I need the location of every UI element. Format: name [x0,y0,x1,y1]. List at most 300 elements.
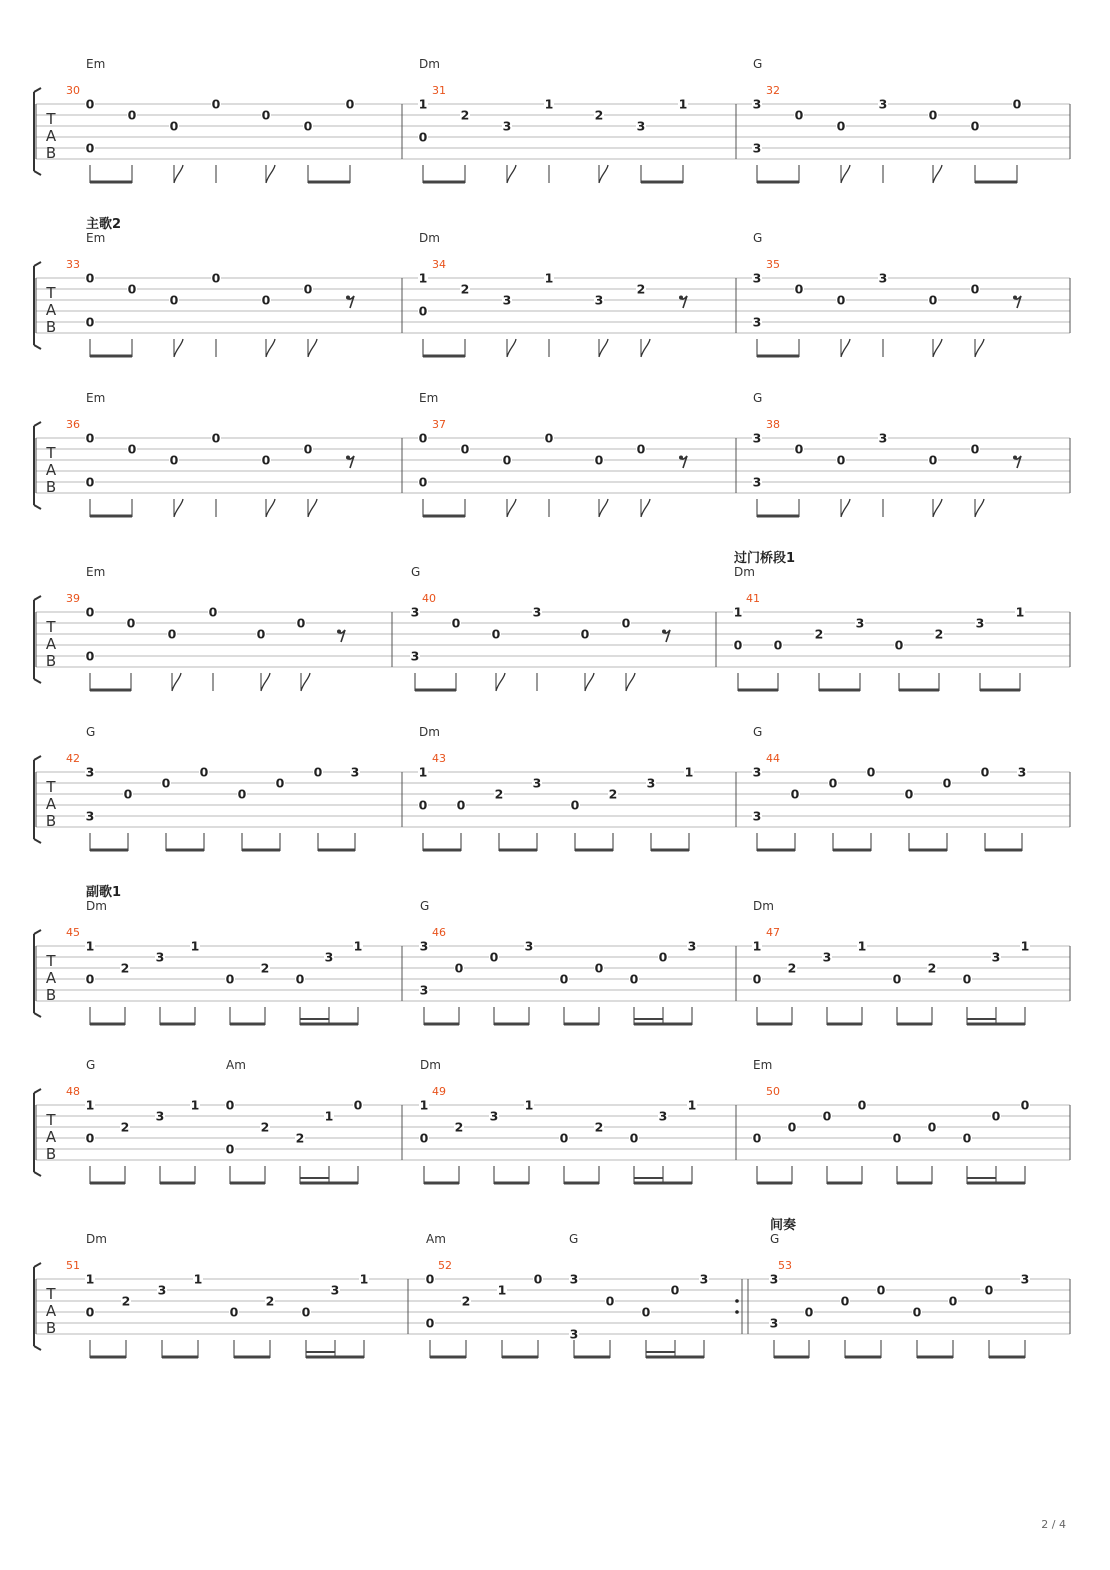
fret-number: 0 [1012,96,1022,112]
page-number: 2 / 4 [1041,1518,1066,1531]
fret-number: 0 [85,604,95,620]
tab-clef-letter: B [45,986,57,1004]
fret-number: 0 [836,452,846,468]
fret-number: 3 [155,949,165,965]
tab-clef-letter: B [45,478,57,496]
fret-number: 0 [127,441,137,457]
fret-number: 0 [629,971,639,987]
fret-number: 0 [836,292,846,308]
fret-number: 1 [752,938,762,954]
fret-number: 2 [934,626,944,642]
fret-number: 3 [410,648,420,664]
fret-number: 0 [892,971,902,987]
repeat-dot [735,1299,739,1303]
chord-name: Am [226,1058,246,1072]
fret-number: 3 [1020,1271,1030,1287]
eighth-flag [174,165,183,183]
measure-number: 35 [766,258,780,271]
chord-name: Dm [734,565,755,579]
fret-number: 2 [594,1119,604,1135]
fret-number: 0 [211,430,221,446]
chord-name: G [770,1232,780,1246]
fret-number: 0 [962,1130,972,1146]
fret-number: 3 [975,615,985,631]
chord-name: G [753,57,763,71]
fret-number: 1 [353,938,363,954]
fret-number: 0 [980,764,990,780]
fret-number: 0 [629,1130,639,1146]
system-bracket [34,88,41,175]
fret-number: 0 [229,1304,239,1320]
chord-name: G [753,231,763,245]
fret-number: 0 [127,107,137,123]
tab-clef-letter: A [45,127,57,145]
eighth-flag [933,339,942,357]
fret-number: 0 [85,140,95,156]
fret-number: 1 [684,764,694,780]
fret-number: 0 [454,960,464,976]
fret-number: 0 [169,452,179,468]
fret-number: 0 [261,452,271,468]
fret-number: 0 [419,1130,429,1146]
tab-clef-letter: B [45,144,57,162]
fret-number: 3 [855,615,865,631]
fret-number: 3 [532,775,542,791]
eighth-flag [266,499,275,517]
fret-number: 0 [418,303,428,319]
fret-number: 0 [261,107,271,123]
tab-clef-letter: T [46,778,56,796]
fret-number: 1 [733,604,743,620]
fret-number: 3 [752,140,762,156]
eighth-flag [641,499,650,517]
chord-name: Dm [86,899,107,913]
chord-name: Em [86,57,106,71]
fret-number: 0 [970,441,980,457]
fret-number: 2 [295,1130,305,1146]
eighth-flag [599,499,608,517]
system-bracket [34,422,41,509]
fret-number: 3 [699,1271,709,1287]
chord-name: G [86,725,96,739]
fret-number: 0 [85,648,95,664]
fret-number: 1 [418,96,428,112]
eighth-flag [174,339,183,357]
fret-number: 1 [497,1282,507,1298]
fret-number: 0 [580,626,590,642]
tab-clef-letter: B [45,812,57,830]
measure-number: 53 [778,1259,792,1272]
eighth-flag [585,673,594,691]
fret-number: 0 [313,764,323,780]
fret-number: 0 [169,118,179,134]
chord-name: G [86,1058,96,1072]
eighth-rest-dot [1013,456,1017,460]
section-label: 副歌1 [86,885,122,900]
fret-number: 1 [544,96,554,112]
repeat-dot [735,1310,739,1314]
measure-number: 42 [66,752,80,765]
fret-number: 0 [275,775,285,791]
fret-number: 0 [418,430,428,446]
fret-number: 0 [787,1119,797,1135]
fret-number: 1 [85,1097,95,1113]
eighth-rest-dot [346,296,350,300]
measure-number: 40 [422,592,436,605]
fret-number: 2 [927,960,937,976]
eighth-rest-dot [1013,296,1017,300]
fret-number: 3 [489,1108,499,1124]
eighth-rest-dot [662,630,666,634]
eighth-flag [975,339,984,357]
fret-number: 3 [350,764,360,780]
eighth-flag [172,673,181,691]
chord-name: Dm [420,1058,441,1072]
eighth-flag [841,339,850,357]
fret-number: 0 [866,764,876,780]
fret-number: 0 [822,1108,832,1124]
eighth-flag [261,673,270,691]
fret-number: 3 [658,1108,668,1124]
fret-number: 0 [928,292,938,308]
fret-number: 0 [790,786,800,802]
chord-name: Dm [753,899,774,913]
fret-number: 0 [425,1315,435,1331]
fret-number: 0 [533,1271,543,1287]
fret-number: 2 [494,786,504,802]
fret-number: 3 [752,474,762,490]
measure-number: 37 [432,418,446,431]
fret-number: 3 [502,118,512,134]
fret-number: 0 [773,637,783,653]
fret-number: 0 [256,626,266,642]
fret-number: 3 [752,270,762,286]
fret-number: 0 [733,637,743,653]
fret-number: 0 [991,1108,1001,1124]
fret-number: 0 [295,971,305,987]
measure-number: 44 [766,752,780,765]
measure-number: 46 [432,926,446,939]
eighth-flag [507,339,516,357]
eighth-rest-dot [679,296,683,300]
eighth-flag [266,165,275,183]
tab-clef-letter: T [46,1285,56,1303]
fret-number: 3 [822,949,832,965]
fret-number: 0 [211,270,221,286]
tab-clef-letter: T [46,1111,56,1129]
tab-clef-letter: A [45,969,57,987]
fret-number: 0 [892,1130,902,1146]
fret-number: 0 [85,1130,95,1146]
fret-number: 0 [502,452,512,468]
eighth-flag [266,339,275,357]
system-bracket [34,596,41,683]
fret-number: 0 [123,786,133,802]
chord-name: Dm [86,1232,107,1246]
eighth-flag [641,339,650,357]
fret-number: 0 [261,292,271,308]
eighth-flag [496,673,505,691]
fret-number: 0 [127,281,137,297]
fret-number: 1 [1015,604,1025,620]
fret-number: 2 [636,281,646,297]
fret-number: 0 [425,1271,435,1287]
eighth-flag [599,165,608,183]
fret-number: 0 [85,96,95,112]
fret-number: 0 [225,1141,235,1157]
fret-number: 3 [769,1315,779,1331]
fret-number: 0 [85,314,95,330]
fret-number: 3 [157,1282,167,1298]
measure-number: 39 [66,592,80,605]
chord-name: G [753,391,763,405]
fret-number: 0 [840,1293,850,1309]
chord-name: Em [419,391,439,405]
chord-name: G [420,899,430,913]
fret-number: 1 [190,1097,200,1113]
chord-name: Em [86,231,106,245]
fret-number: 0 [636,441,646,457]
eighth-rest-dot [679,456,683,460]
fret-number: 0 [876,1282,886,1298]
tab-clef-letter: A [45,301,57,319]
fret-number: 0 [970,281,980,297]
fret-number: 3 [524,938,534,954]
fret-number: 1 [1020,938,1030,954]
fret-number: 0 [301,1304,311,1320]
fret-number: 0 [928,452,938,468]
fret-number: 3 [878,96,888,112]
fret-number: 0 [418,797,428,813]
measure-number: 48 [66,1085,80,1098]
fret-number: 2 [260,960,270,976]
fret-number: 3 [85,808,95,824]
fret-number: 3 [769,1271,779,1287]
fret-number: 0 [912,1304,922,1320]
fret-number: 2 [120,960,130,976]
fret-number: 3 [646,775,656,791]
fret-number: 0 [237,786,247,802]
fret-number: 0 [85,1304,95,1320]
fret-number: 3 [991,949,1001,965]
tab-clef-letter: T [46,284,56,302]
eighth-flag [507,499,516,517]
fret-number: 2 [260,1119,270,1135]
fret-number: 0 [167,626,177,642]
measure-number: 32 [766,84,780,97]
eighth-flag [507,165,516,183]
fret-number: 0 [225,1097,235,1113]
section-label: 过门桥段1 [734,551,796,566]
fret-number: 0 [303,281,313,297]
fret-number: 0 [225,971,235,987]
fret-number: 1 [193,1271,203,1287]
fret-number: 3 [878,430,888,446]
chord-name: Dm [419,231,440,245]
fret-number: 0 [594,960,604,976]
system-bracket [34,930,41,1017]
fret-number: 3 [410,604,420,620]
fret-number: 0 [658,949,668,965]
measure-number: 33 [66,258,80,271]
system-bracket [34,1089,41,1176]
fret-number: 0 [345,96,355,112]
fret-number: 3 [878,270,888,286]
measure-number: 45 [66,926,80,939]
fret-number: 3 [324,949,334,965]
eighth-flag [174,499,183,517]
fret-number: 0 [451,615,461,631]
eighth-flag [933,165,942,183]
measure-number: 36 [66,418,80,431]
fret-number: 3 [502,292,512,308]
section-label: 间奏 [770,1218,797,1233]
eighth-flag [933,499,942,517]
fret-number: 3 [85,764,95,780]
fret-number: 0 [456,797,466,813]
fret-number: 0 [296,615,306,631]
tab-clef-letter: T [46,618,56,636]
fret-number: 3 [752,808,762,824]
chord-name: G [411,565,421,579]
fret-number: 0 [570,797,580,813]
fret-number: 3 [419,938,429,954]
fret-number: 0 [559,1130,569,1146]
fret-number: 0 [794,441,804,457]
fret-number: 0 [489,949,499,965]
eighth-flag [301,673,310,691]
fret-number: 0 [928,107,938,123]
fret-number: 0 [984,1282,994,1298]
fret-number: 1 [418,270,428,286]
fret-number: 0 [85,270,95,286]
eighth-rest-dot [346,456,350,460]
chord-name: Am [426,1232,446,1246]
fret-number: 1 [85,1271,95,1287]
fret-number: 2 [608,786,618,802]
fret-number: 1 [544,270,554,286]
fret-number: 1 [857,938,867,954]
tab-clef-letter: A [45,795,57,813]
fret-number: 0 [161,775,171,791]
fret-number: 3 [687,938,697,954]
fret-number: 3 [1017,764,1027,780]
fret-number: 0 [857,1097,867,1113]
fret-number: 3 [752,314,762,330]
tab-clef-letter: B [45,318,57,336]
fret-number: 3 [419,982,429,998]
fret-number: 0 [752,971,762,987]
fret-number: 0 [670,1282,680,1298]
measure-number: 34 [432,258,446,271]
fret-number: 0 [641,1304,651,1320]
chord-name: Dm [419,725,440,739]
fret-number: 0 [544,430,554,446]
chord-name: Em [86,565,106,579]
fret-number: 0 [794,107,804,123]
fret-number: 2 [461,1293,471,1309]
section-label: 主歌2 [86,217,122,232]
tab-clef-letter: B [45,1319,57,1337]
fret-number: 0 [418,129,428,145]
fret-number: 0 [418,474,428,490]
fret-number: 0 [962,971,972,987]
fret-number: 3 [752,96,762,112]
fret-number: 3 [569,1326,579,1342]
tab-clef-letter: A [45,461,57,479]
eighth-flag [841,499,850,517]
fret-number: 0 [460,441,470,457]
fret-number: 0 [948,1293,958,1309]
measure-number: 47 [766,926,780,939]
fret-number: 0 [605,1293,615,1309]
fret-number: 2 [460,281,470,297]
fret-number: 0 [85,971,95,987]
fret-number: 2 [594,107,604,123]
measure-number: 52 [438,1259,452,1272]
fret-number: 1 [190,938,200,954]
fret-number: 3 [636,118,646,134]
fret-number: 2 [787,960,797,976]
tab-clef-letter: T [46,444,56,462]
tab-clef-letter: B [45,1145,57,1163]
fret-number: 0 [559,971,569,987]
fret-number: 0 [621,615,631,631]
fret-number: 3 [155,1108,165,1124]
fret-number: 0 [208,604,218,620]
tab-clef-letter: B [45,652,57,670]
measure-number: 38 [766,418,780,431]
eighth-flag [975,499,984,517]
fret-number: 1 [418,764,428,780]
fret-number: 0 [303,118,313,134]
measure-number: 51 [66,1259,80,1272]
system-bracket [34,756,41,843]
chord-name: Em [753,1058,773,1072]
chord-name: G [753,725,763,739]
chord-name: G [569,1232,579,1246]
eighth-flag [599,339,608,357]
tab-clef-letter: T [46,952,56,970]
fret-number: 2 [265,1293,275,1309]
fret-number: 3 [569,1271,579,1287]
fret-number: 0 [211,96,221,112]
system-bracket [34,262,41,349]
tab-clef-letter: A [45,1302,57,1320]
fret-number: 3 [752,764,762,780]
eighth-flag [308,339,317,357]
fret-number: 0 [927,1119,937,1135]
fret-number: 2 [120,1119,130,1135]
measure-number: 43 [432,752,446,765]
fret-number: 0 [794,281,804,297]
tab-clef-letter: A [45,635,57,653]
measure-number: 41 [746,592,760,605]
fret-number: 0 [126,615,136,631]
fret-number: 0 [353,1097,363,1113]
fret-number: 2 [454,1119,464,1135]
fret-number: 0 [894,637,904,653]
fret-number: 2 [814,626,824,642]
eighth-rest-dot [337,630,341,634]
measure-number: 50 [766,1085,780,1098]
eighth-flag [308,499,317,517]
fret-number: 0 [199,764,209,780]
fret-number: 0 [1020,1097,1030,1113]
fret-number: 2 [121,1293,131,1309]
tab-clef-letter: T [46,110,56,128]
fret-number: 0 [169,292,179,308]
